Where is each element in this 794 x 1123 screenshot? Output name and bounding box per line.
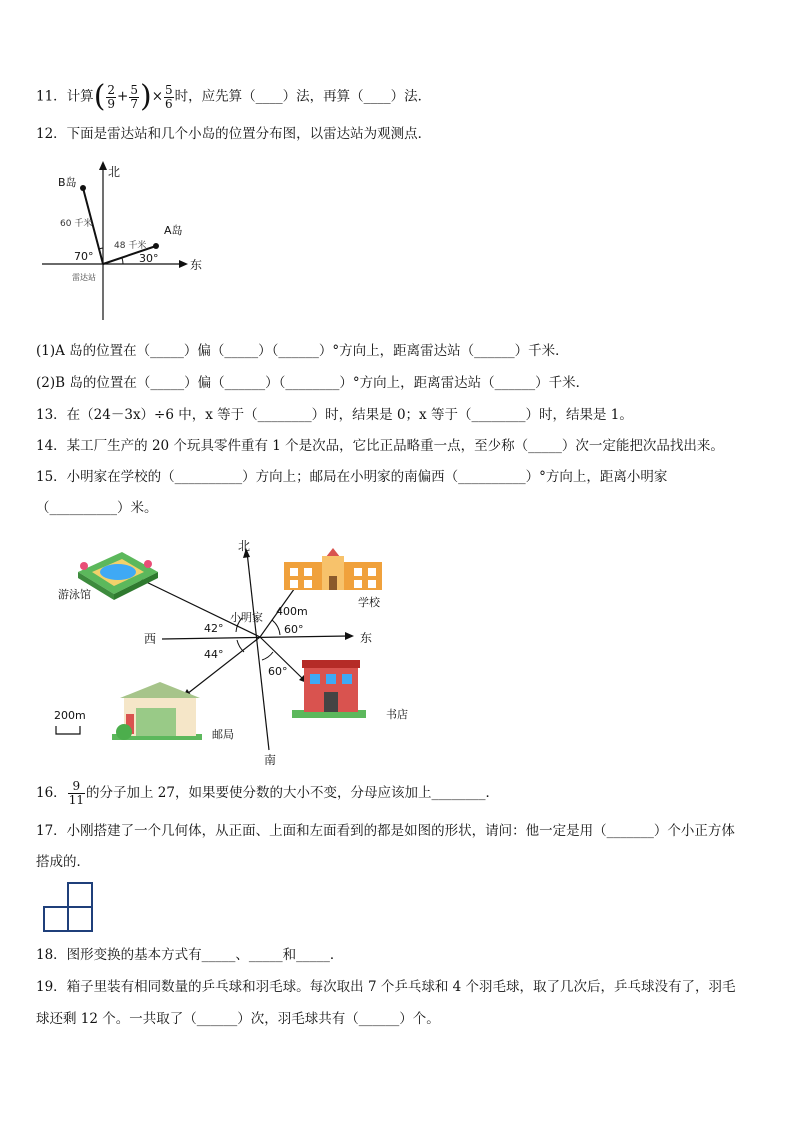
west-label: 西	[144, 632, 157, 646]
north-south-axis	[247, 552, 269, 750]
station-label: 雷达站	[72, 273, 96, 282]
fraction-5-7: $\frac{5}{7}$	[130, 82, 138, 111]
q16-tail: 的分子加上 27，如果要使分数的大小不变，分母应该加上________．	[85, 785, 499, 801]
scale-bar	[56, 726, 80, 734]
west-east-axis	[162, 636, 348, 639]
question-19-line1: 19．箱子里装有相同数量的乒乓球和羽毛球。每次取出 7 个乒乓球和 4 个羽毛球，取了几次后，乒乓球没有了，羽毛	[36, 979, 736, 995]
question-11	[36, 79, 432, 114]
question-15-line2: （__________）米。	[36, 500, 158, 516]
school-distance: 400m	[276, 605, 308, 618]
question-12-text: 12．下面是雷达站和几个小岛的位置分布图，以雷达站为观测点．	[36, 126, 432, 142]
xiaoming-map	[40, 538, 430, 770]
east-arrow	[179, 260, 188, 268]
fraction-5-6: $\frac{5}{6}$	[165, 82, 173, 111]
south-label: 南	[264, 753, 277, 767]
question-17-line2: 搭成的．	[36, 854, 90, 870]
angle-bookstore: 60°	[268, 665, 288, 678]
a-island-dot	[153, 243, 159, 249]
q12-sub2: (2)B 岛的位置在（_____）偏（______）（________）°方向上，距离雷达站（______）千米．	[36, 375, 590, 391]
a-distance-label: 48 千米	[114, 241, 147, 251]
q12-sub1: (1)A 岛的位置在（_____）偏（_____）（______）°方向上，距离雷达站（______）千米．	[36, 343, 569, 359]
fraction-2-9: $\frac{2}{9}$	[107, 82, 116, 111]
question-17-line1: 17．小刚搭建了一个几何体，从正面、上面和左面看到的都是如图的形状，请问：他一定是用（_______）个小正方体	[36, 823, 735, 839]
ray-post	[187, 637, 260, 694]
q11-calc-label: 计算	[66, 88, 94, 105]
east-arrow	[345, 632, 354, 640]
question-18: 18．图形变换的基本方式有_____、_____和_____．	[36, 947, 344, 963]
question-16	[36, 780, 499, 807]
angle-arc-a	[122, 258, 123, 264]
a-island-label: A岛	[164, 224, 183, 237]
q11-tail: 时，应先算（____）法，再算（____）法．	[174, 88, 432, 105]
angle-pool: 42°	[204, 622, 224, 635]
q11-number: 11．	[36, 88, 67, 105]
left-paren: (	[93, 79, 106, 114]
question-15-line1: 15．小明家在学校的（__________）方向上；邮局在小明家的南偏西（__________）°方向上，距离小明家	[36, 469, 668, 485]
angle-post: 44°	[204, 648, 224, 661]
ray-pool	[138, 578, 260, 637]
plus-sign: +	[117, 88, 129, 105]
east-label: 东	[190, 258, 203, 272]
fraction-9-11: $\frac{9}{11}$	[68, 779, 84, 807]
q16-number: 16．	[36, 785, 67, 801]
school-label: 学校	[358, 596, 380, 609]
question-19-line2: 球还剩 12 个。一共取了（______）次，羽毛球共有（______）个。	[36, 1011, 440, 1027]
east-label: 东	[360, 631, 373, 645]
cube-view-figure	[42, 881, 96, 933]
home-label: 小明家	[230, 611, 263, 624]
post-label: 邮局	[212, 728, 234, 741]
angle-school: 60°	[284, 623, 304, 636]
pool-label: 游泳馆	[58, 588, 91, 601]
north-label: 北	[238, 539, 251, 553]
north-label: 北	[108, 165, 121, 179]
school-icon	[284, 548, 382, 590]
b-island-dot	[80, 185, 86, 191]
question-14: 14．某工厂生产的 20 个玩具零件重有 1 个是次品，它比正品略重一点，至少称（_____）次一定能把次品找出来。	[36, 438, 724, 454]
b-angle-label: 70°	[74, 250, 94, 263]
question-13: 13．在（24－3x）÷6 中，x 等于（________）时，结果是 0；x 等于（________）时，结果是 1。	[36, 407, 633, 423]
post-office-icon	[112, 682, 202, 740]
b-island-label: B岛	[58, 176, 77, 189]
north-arrow	[99, 161, 107, 170]
radar-diagram	[36, 158, 216, 328]
right-paren: )	[140, 79, 152, 114]
b-distance-label: 60 千米	[60, 219, 93, 229]
times-sign: ×	[151, 88, 164, 105]
bookstore-label: 书店	[386, 708, 408, 721]
a-angle-label: 30°	[139, 252, 159, 265]
bookstore-icon	[292, 660, 366, 718]
scale-label: 200m	[54, 709, 86, 722]
